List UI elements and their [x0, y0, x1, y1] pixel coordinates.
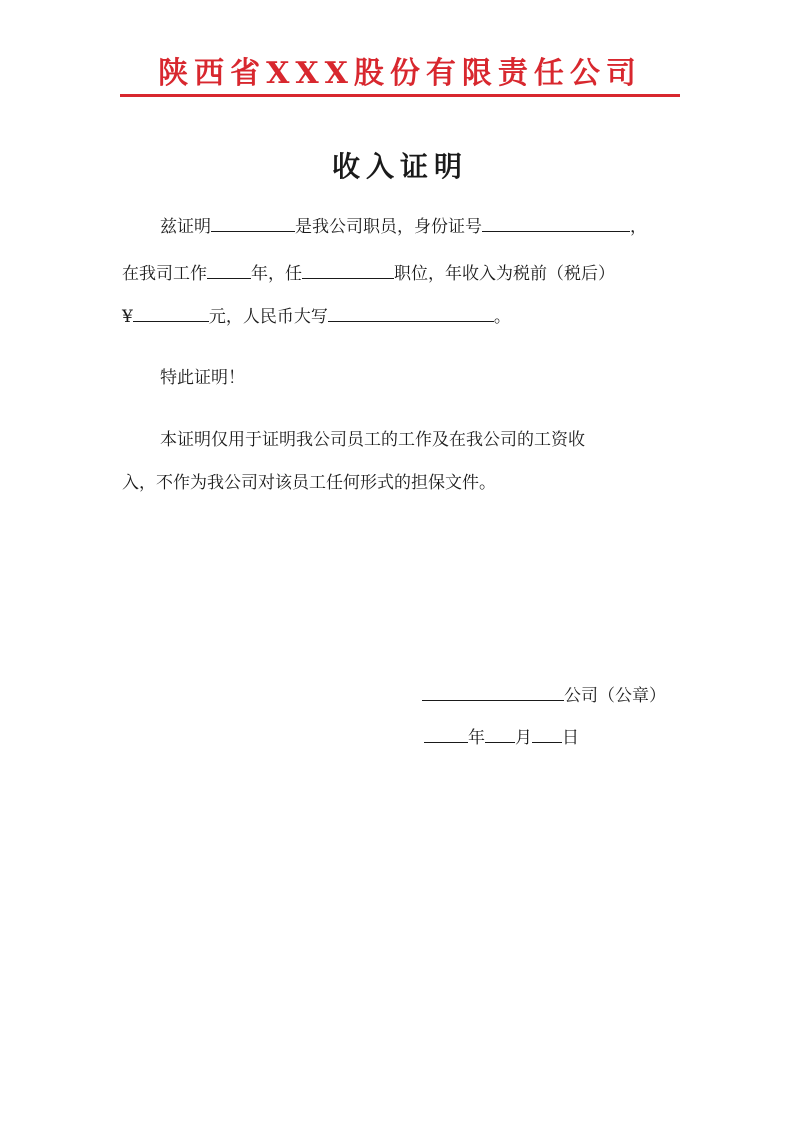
line1-text-1: 兹证明 — [160, 217, 211, 237]
letterhead-divider — [120, 94, 680, 97]
paragraph-line-2 — [122, 260, 615, 286]
line3-currency-symbol: ¥ — [122, 307, 133, 327]
line2-text-1: 在我司工作 — [122, 264, 207, 284]
income-amount-blank[interactable] — [133, 303, 209, 322]
year-blank[interactable] — [424, 724, 468, 743]
disclaimer-line-2: 入，不作为我公司对该员工任何形式的担保文件。 — [122, 473, 496, 493]
position-blank[interactable] — [302, 260, 394, 279]
income-uppercase-blank[interactable] — [328, 303, 494, 322]
disclaimer-line-1: 本证明仅用于证明我公司员工的工作及在我公司的工资收 — [160, 430, 585, 450]
company-letterhead: 陕西省XXX股份有限责任公司 — [158, 56, 642, 91]
document-title: 收入证明 — [331, 150, 468, 183]
company-seal-row — [422, 682, 666, 708]
line3-text-2: 元，人民币大写 — [208, 307, 328, 327]
day-blank[interactable] — [532, 724, 562, 743]
special-note: 特此证明！ — [160, 368, 245, 388]
line1-text-2: 是我公司职员，身份证号 — [295, 217, 482, 237]
years-worked-blank[interactable] — [207, 260, 251, 279]
employee-name-blank[interactable] — [211, 213, 295, 232]
line2-text-2: 年，任 — [251, 264, 302, 284]
month-blank[interactable] — [485, 724, 515, 743]
paragraph-line-1 — [160, 213, 647, 239]
line3-text-3: 。 — [493, 307, 511, 327]
date-row — [424, 724, 579, 750]
line2-text-3: 职位，年收入为税前（税后） — [394, 264, 615, 284]
line1-text-3: ， — [630, 217, 647, 237]
month-label: 月 — [515, 728, 532, 748]
company-seal-label: 公司（公章） — [564, 686, 666, 706]
company-seal-blank[interactable] — [422, 682, 564, 701]
day-label: 日 — [562, 728, 579, 748]
paragraph-line-3 — [122, 303, 511, 329]
id-number-blank[interactable] — [482, 213, 630, 232]
year-label: 年 — [468, 728, 485, 748]
